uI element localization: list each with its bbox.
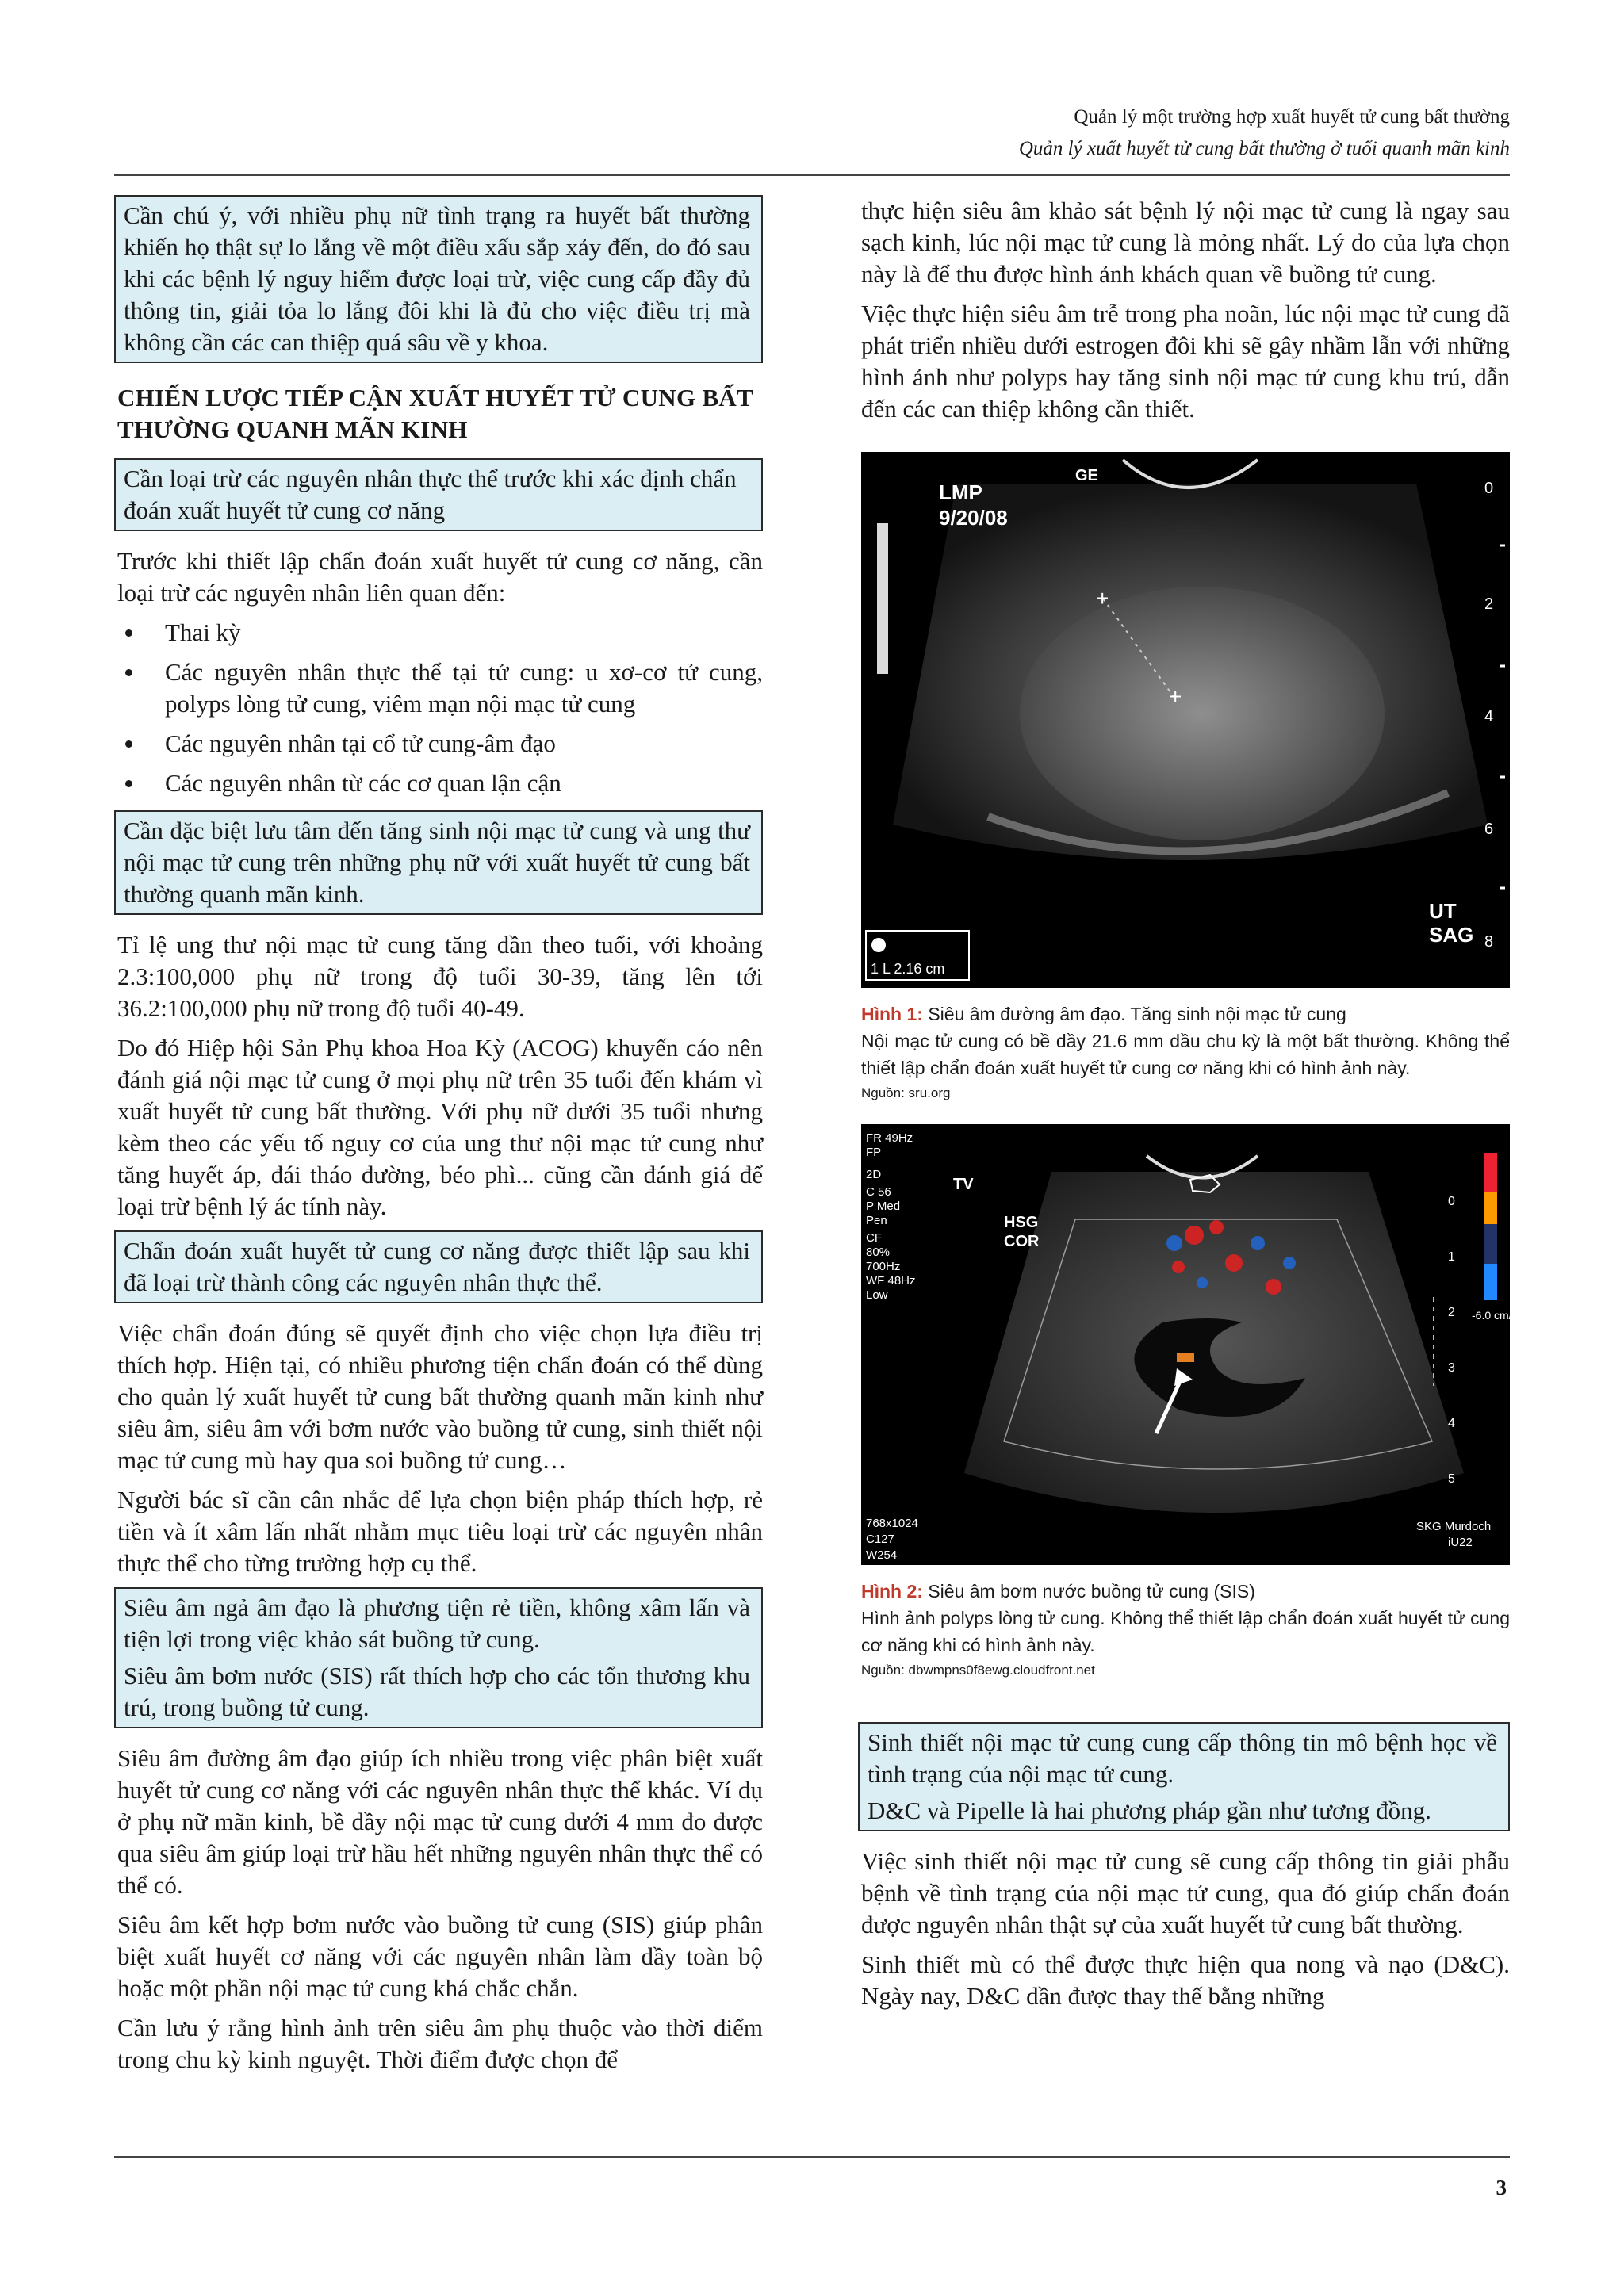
svg-text:4: 4 (1448, 1417, 1455, 1430)
svg-text:700Hz: 700Hz (866, 1260, 901, 1273)
callout-endometrial-cancer (114, 810, 763, 915)
svg-text:-6.0 cm/s: -6.0 cm/s (1472, 1309, 1518, 1322)
page-number: 3 (1496, 2175, 1507, 2199)
callout-exclude-organic (114, 458, 763, 531)
left-column (117, 195, 763, 2084)
svg-text:FP: FP (866, 1146, 882, 1159)
svg-text:Pen: Pen (866, 1214, 887, 1227)
paragraph: Việc sinh thiết nội mạc tử cung sẽ cung cấp thông tin giải phẫu bệnh về tình trạng của nội mạc tử cung, qua đó giúp chẩn đoán được nguyên nhân thật sự của xuất huyết tử cung bất thường. (861, 1847, 1510, 1938)
svg-text:HSG: HSG (1004, 1214, 1039, 1231)
callout-text: Siêu âm ngả âm đạo là phương tiện rẻ tiền, không xâm lấn và tiện lợi trong việc khảo sát buồng tử cung. (124, 1594, 750, 1653)
svg-text:FR 49Hz: FR 49Hz (866, 1131, 914, 1145)
svg-text:SKG Murdoch: SKG Murdoch (1416, 1520, 1492, 1533)
callout-text: Chẩn đoán xuất huyết tử cung cơ năng được thiết lập sau khi đã loại trừ thành công các nguyên nhân thực thể. (124, 1237, 750, 1296)
figure-2-caption (861, 1578, 1510, 1659)
figure-title: Siêu âm bơm nước buồng tử cung (SIS) (928, 1581, 1255, 1601)
svg-text:P Med: P Med (866, 1200, 901, 1213)
footer-rule (114, 2156, 1510, 2158)
svg-text:1 L 2.16 cm: 1 L 2.16 cm (871, 961, 945, 977)
figure-title: Siêu âm đường âm đạo. Tăng sinh nội mạc tử cung (928, 1004, 1346, 1024)
paragraph: Siêu âm đường âm đạo giúp ích nhiều trong việc phân biệt xuất huyết tử cung cơ năng với các nguyên nhân thực thể khác. Ví dụ ở phụ nữ mãn kinh, bề dầy nội mạc tử cung dưới 4 mm đo được qua siêu âm giúp loại trừ hầu hết những nguyên nhân thực thể có thể có. (117, 1744, 763, 1899)
cause-list (117, 617, 763, 799)
svg-text:80%: 80% (866, 1246, 891, 1259)
svg-text:WF 48Hz: WF 48Hz (866, 1274, 916, 1288)
svg-text:2: 2 (1448, 1306, 1455, 1319)
paragraph: Sinh thiết mù có thể được thực hiện qua nong và nạo (D&C). Ngày nay, D&C dần được thay thế bằng những (861, 1950, 1510, 2010)
paragraph: Người bác sĩ cần cân nhắc để lựa chọn biện pháp thích hợp, rẻ tiền và ít xâm lấn nhất nhằm mục tiêu loại trừ các nguyên nhân thực thể cho từng trường hợp cụ thể. (117, 1486, 763, 1577)
callout-ultrasound (114, 1587, 763, 1728)
callout-reassurance (114, 195, 763, 363)
figure-label: Hình 2: (861, 1581, 923, 1601)
callout-text: D&C và Pipelle là hai phương pháp gần như tương đồng. (868, 1797, 1431, 1824)
svg-text:6: 6 (1484, 821, 1494, 838)
svg-text:2: 2 (1484, 595, 1494, 613)
svg-text:4: 4 (1484, 708, 1494, 725)
svg-text:CF: CF (866, 1231, 882, 1245)
ultrasound-scan-2 (861, 1124, 1518, 1565)
list-item: Thai kỳ (117, 617, 763, 649)
callout-text: Cần chú ý, với nhiều phụ nữ tình trạng ra huyết bất thường khiến họ thật sự lo lắng về một điều xấu sắp xảy đến, do đó sau khi các bệnh lý nguy hiểm được loại trừ, việc cung cấp đầy đủ thông tin, giải tỏa lo lắng đôi khi là đủ cho việc điều trị mà không cần các can thiệp quá sâu về y khoa. (124, 201, 750, 356)
paragraph: Việc chẩn đoán đúng sẽ quyết định cho việc chọn lựa điều trị thích hợp. Hiện tại, có nhiều phương tiện chẩn đoán có thể dùng cho quản lý xuất huyết tử cung bất thường quanh mãn kinh như siêu âm, siêu âm với bơm nước vào buồng tử cung, sinh thiết nội mạc tử cung mù hay qua soi buồng tử cung… (117, 1319, 763, 1474)
header-subtitle: Quản lý xuất huyết tử cung bất thường ở tuổi quanh mãn kinh (1018, 138, 1510, 159)
svg-text:LMP: LMP (939, 480, 982, 504)
paragraph: Trước khi thiết lập chẩn đoán xuất huyết tử cung cơ năng, cần loại trừ các nguyên nhân liên quan đến: (117, 547, 763, 607)
callout-text: Cần loại trừ các nguyên nhân thực thể trước khi xác định chẩn đoán xuất huyết tử cung cơ năng (124, 465, 737, 524)
figure-1-caption (861, 1001, 1510, 1081)
figure-label: Hình 1: (861, 1004, 923, 1024)
svg-text:0: 0 (1484, 480, 1494, 497)
figure-2-source: Nguồn: dbwmpns0f8ewg.cloudfront.net (861, 1663, 1095, 1678)
list-item: Các nguyên nhân từ các cơ quan lận cận (117, 767, 763, 799)
svg-text:TV: TV (953, 1176, 974, 1193)
header-title: Quản lý một trường hợp xuất huyết tử cung bất thường (1074, 106, 1510, 128)
callout-biopsy (858, 1722, 1510, 1831)
list-item: Các nguyên nhân tại cổ tử cung-âm đạo (117, 728, 763, 760)
figure-2 (861, 1124, 1518, 1681)
callout-text: Siêu âm bơm nước (SIS) rất thích hợp cho các tổn thương khu trú, trong buồng tử cung. (124, 1662, 750, 1721)
paragraph: thực hiện siêu âm khảo sát bệnh lý nội mạc tử cung là ngay sau sạch kinh, lúc nội mạc tử cung là mỏng nhất. Lý do của lựa chọn này là để thu được hình ảnh khách quan về buồng tử cung. (861, 197, 1510, 288)
right-column (861, 195, 1518, 2020)
svg-text:GE: GE (1075, 467, 1098, 484)
svg-text:COR: COR (1004, 1233, 1040, 1250)
bullet-icon (125, 780, 132, 787)
paragraph: Việc thực hiện siêu âm trễ trong pha noãn, lúc nội mạc tử cung đã phát triển nhiều dưới estrogen đôi khi sẽ gây nhầm lẫn với những hình ảnh như polyps hay tăng sinh nội mạc tử cung khu trú, dẫn đến các can thiệp không cần thiết. (861, 300, 1510, 423)
figure-1-source: Nguồn: sru.org (861, 1085, 951, 1100)
paragraph: Siêu âm kết hợp bơm nước vào buồng tử cung (SIS) giúp phân biệt xuất huyết cơ năng với các nguyên nhân làm dầy toàn bộ hoặc một phần nội mạc tử cung khá chắc chắn. (117, 1911, 763, 2002)
ultrasound-scan-1 (861, 452, 1510, 988)
figure-text: Hình ảnh polyps lòng tử cung. Không thể thiết lập chẩn đoán xuất huyết tử cung cơ năng khi có hình ảnh này. (861, 1608, 1510, 1655)
svg-text:8: 8 (1484, 933, 1494, 951)
paragraph: Do đó Hiệp hội Sản Phụ khoa Hoa Kỳ (ACOG) khuyến cáo nên đánh giá nội mạc tử cung ở mọi phụ nữ trên 35 tuổi đến khám vì xuất huyết tử cung bất thường. Với phụ nữ dưới 35 tuổi nhưng kèm theo các yếu tố nguy cơ của ung thư nội mạc tử cung như tăng huyết áp, đái tháo đường, béo phì... cũng cần đánh giá để loại trừ bệnh lý ác tính này. (117, 1034, 763, 1220)
running-header (1019, 101, 1510, 165)
svg-text:W254: W254 (866, 1548, 898, 1562)
section-heading: CHIẾN LƯỢC TIẾP CẬN XUẤT HUYẾT TỬ CUNG BẤT THƯỜNG QUANH MÃN KINH (117, 384, 753, 443)
svg-text:SAG: SAG (1429, 923, 1474, 947)
paragraph: Cần lưu ý rằng hình ảnh trên siêu âm phụ thuộc vào thời điểm trong chu kỳ kinh nguyệt. Thời điểm được chọn để (117, 2014, 763, 2073)
bullet-icon (125, 629, 132, 637)
svg-text:768x1024: 768x1024 (866, 1517, 918, 1530)
ultrasound-image-2 (861, 1124, 1518, 1565)
svg-text:C 56: C 56 (866, 1185, 891, 1199)
svg-text:iU22: iU22 (1448, 1536, 1473, 1549)
bullet-icon (125, 669, 132, 676)
svg-text:UT: UT (1429, 899, 1457, 923)
figure-text: Nội mạc tử cung có bề dầy 21.6 mm dầu chu kỳ là một bất thường. Không thể thiết lập chẩn đoán xuất huyết tử cung cơ năng khi có hình ảnh này. (861, 1031, 1510, 1078)
callout-text: Sinh thiết nội mạc tử cung cung cấp thông tin mô bệnh học về tình trạng của nội mạc tử cung. (868, 1728, 1497, 1788)
svg-text:C127: C127 (866, 1533, 894, 1546)
svg-text:3: 3 (1448, 1361, 1455, 1375)
svg-text:1: 1 (1448, 1250, 1455, 1264)
svg-text:0: 0 (1448, 1195, 1455, 1208)
svg-text:5: 5 (1448, 1472, 1455, 1486)
ultrasound-image-1 (861, 452, 1510, 988)
list-item: Các nguyên nhân thực thể tại tử cung: u xơ-cơ tử cung, polyps lòng tử cung, viêm mạn nội mạc tử cung (117, 656, 763, 720)
paragraph: Tỉ lệ ung thư nội mạc tử cung tăng dần theo tuổi, với khoảng 2.3:100,000 phụ nữ trong độ tuổi 30-39, tăng lên tới 36.2:100,000 phụ nữ trong độ tuổi 40-49. (117, 931, 763, 1022)
callout-text: Cần đặc biệt lưu tâm đến tăng sinh nội mạc tử cung và ung thư nội mạc tử cung trên những phụ nữ với xuất huyết tử cung bất thường quanh mãn kinh. (124, 817, 750, 908)
figure-1 (861, 452, 1510, 1104)
callout-diagnosis (114, 1230, 763, 1303)
measure-marker-b: + (1169, 684, 1182, 709)
svg-text:9/20/08: 9/20/08 (939, 506, 1008, 530)
svg-text:2D: 2D (866, 1168, 882, 1181)
header-rule (114, 174, 1510, 176)
svg-text:Low: Low (866, 1288, 888, 1302)
measure-marker-a: + (1096, 586, 1109, 610)
bullet-icon (125, 740, 132, 748)
